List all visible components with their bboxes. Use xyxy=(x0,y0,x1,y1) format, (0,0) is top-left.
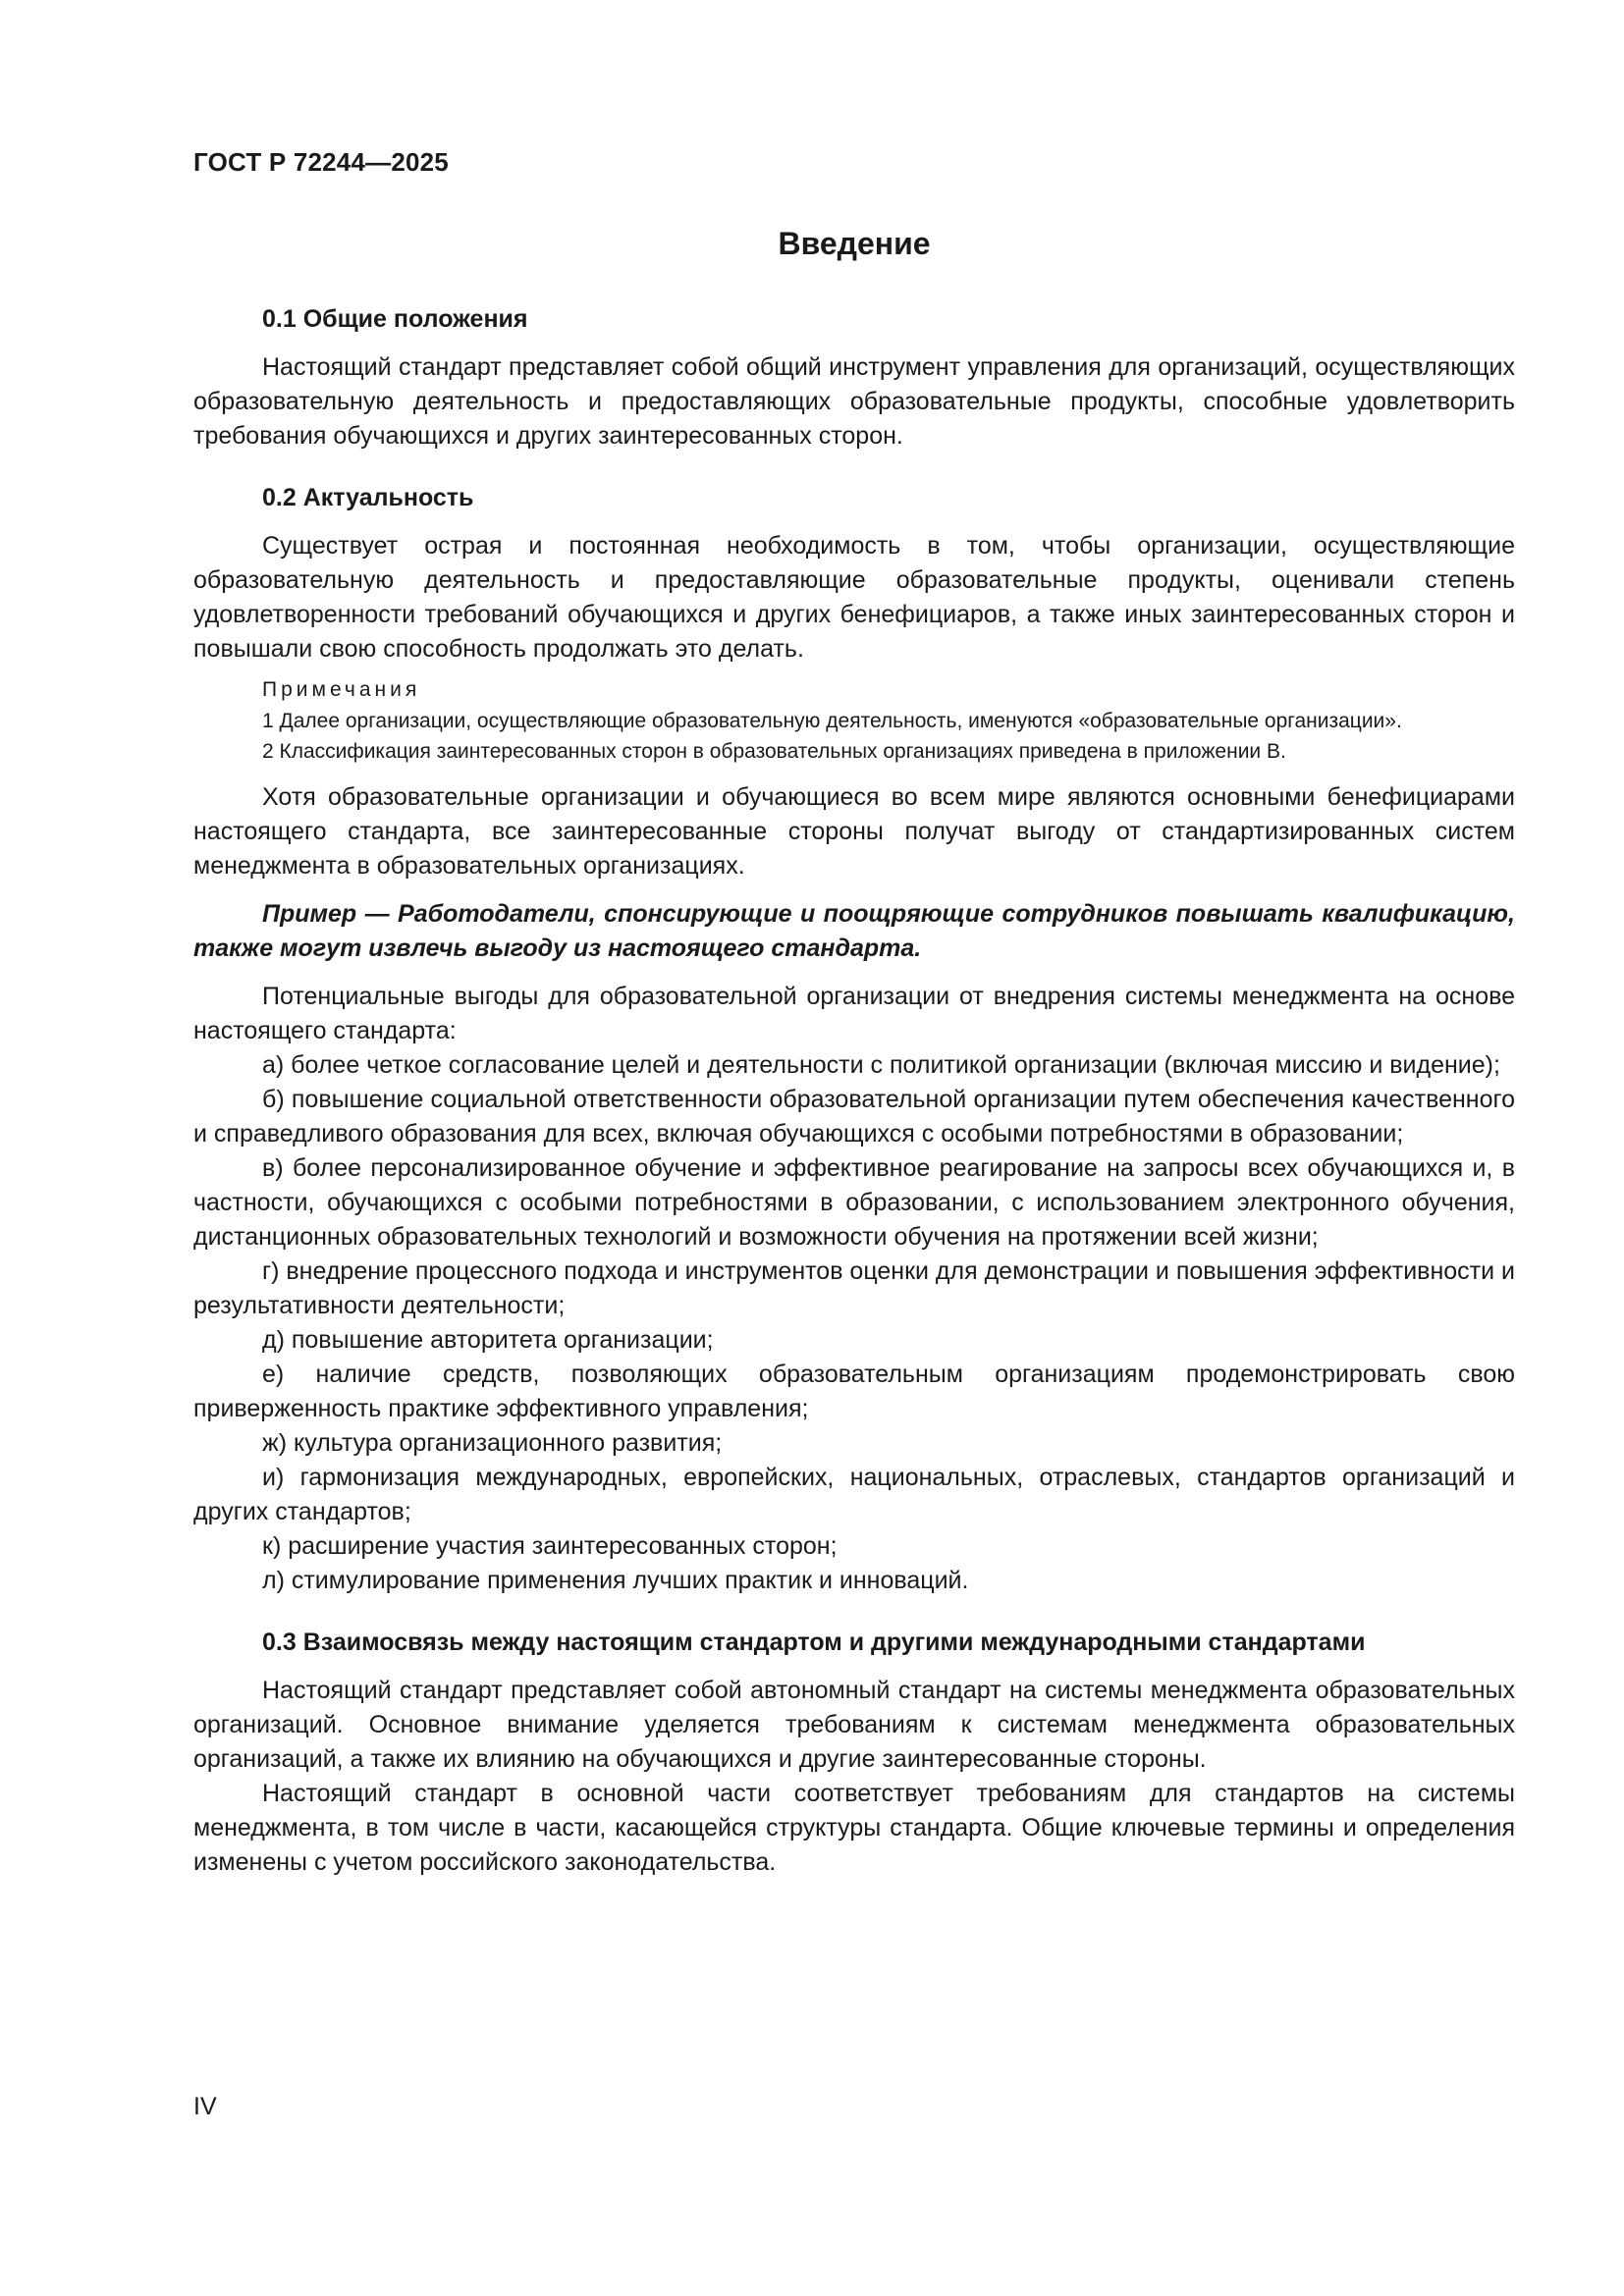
list-item: л) стимулирование применения лучших практик и инноваций. xyxy=(262,1567,969,1594)
page-number: IV xyxy=(193,2093,217,2120)
list-item: к) расширение участия заинтересованных сторон; xyxy=(262,1532,838,1560)
notes-label: Примечания xyxy=(262,678,421,701)
list-item: г) внедрение процессного подхода и инструментов оценки для демонстрации и повышения эффективности и результативности деятельности; xyxy=(193,1257,1515,1319)
section-heading-general: 0.1 Общие положения xyxy=(262,305,528,333)
page-title: Введение xyxy=(778,226,931,261)
list-item: е) наличие средств, позволяющих образовательным организациям продемонстрировать свою приверженность практике эффективного управления; xyxy=(193,1361,1515,1422)
section-heading-relevance: 0.2 Актуальность xyxy=(262,484,474,511)
list-item: ж) культура организационного развития; xyxy=(262,1429,723,1457)
note-2: 2 Классификация заинтересованных сторон в образовательных организациях приведена в приложении В. xyxy=(262,740,1286,763)
paragraph-relevance: Существует острая и постоянная необходимость в том, чтобы организации, осуществляющие образовательную деятельность и предоставляющие образовательные продукты, оценивали степень удовлетворенности требований обучающихся и других бенефициаров, а также иных заинтересованных сторон и повышали свою способность продолжать это делать. xyxy=(193,532,1515,663)
paragraph-relationship-2: Настоящий стандарт в основной части соответствует требованиям для стандартов на системы менеджмента, в том числе в части, касающейся структуры стандарта. Общие ключевые термины и определения изменены с учетом российского законодательства. xyxy=(193,1780,1515,1876)
section-heading-relationship: 0.3 Взаимосвязь между настоящим стандартом и другими международными стандартами xyxy=(262,1629,1366,1656)
document-body xyxy=(193,224,1515,1880)
paragraph-benefits-intro: Потенциальные выгоды для образовательной организации от внедрения системы менеджмента на основе настоящего стандарта: xyxy=(193,983,1515,1044)
paragraph-relationship-1: Настоящий стандарт представляет собой автономный стандарт на системы менеджмента образовательных организаций. Основное внимание уделяется требованиям к системам менеджмента образовательных организаций, а также их влиянию на обучающихся и другие заинтересованные стороны. xyxy=(193,1677,1515,1773)
list-item: д) повышение авторитета организации; xyxy=(262,1326,714,1354)
note-1: 1 Далее организации, осуществляющие образовательную деятельность, именуются «образовательные организации». xyxy=(262,710,1402,732)
list-item: б) повышение социальной ответственности образовательной организации путем обеспечения качественного и справедливого образования для всех, включая обучающихся с особыми потребностями в образовании; xyxy=(193,1086,1515,1148)
list-item: в) более персонализированное обучение и эффективное реагирование на запросы всех обучающихся и, в частности, обучающихся с особыми потребностями в образовании, с использованием электронного обучения, дистанционных образовательных технологий и возможности обучения на протяжении всей жизни; xyxy=(193,1154,1515,1251)
document-code-header: ГОСТ Р 72244—2025 xyxy=(193,147,449,177)
paragraph-beneficiaries: Хотя образовательные организации и обучающиеся во всем мире являются основными бенефициарами настоящего стандарта, все заинтересованные стороны получат выгоду от стандартизированных систем менеджмента в образовательных организациях. xyxy=(193,783,1515,880)
list-item: а) более четкое согласование целей и деятельности с политикой организации (включая миссию и видение); xyxy=(262,1051,1500,1079)
list-item: и) гармонизация международных, европейских, национальных, отраслевых, стандартов организаций и других стандартов; xyxy=(193,1464,1515,1525)
example-paragraph: Пример — Работодатели, спонсирующие и поощряющие сотрудников повышать квалификацию, также могут извлечь выгоду из настоящего стандарта. xyxy=(193,900,1515,962)
paragraph-general: Настоящий стандарт представляет собой общий инструмент управления для организаций, осуществляющих образовательную деятельность и предоставляющих образовательные продукты, способные удовлетворить требования обучающихся и других заинтересованных сторон. xyxy=(193,353,1515,450)
